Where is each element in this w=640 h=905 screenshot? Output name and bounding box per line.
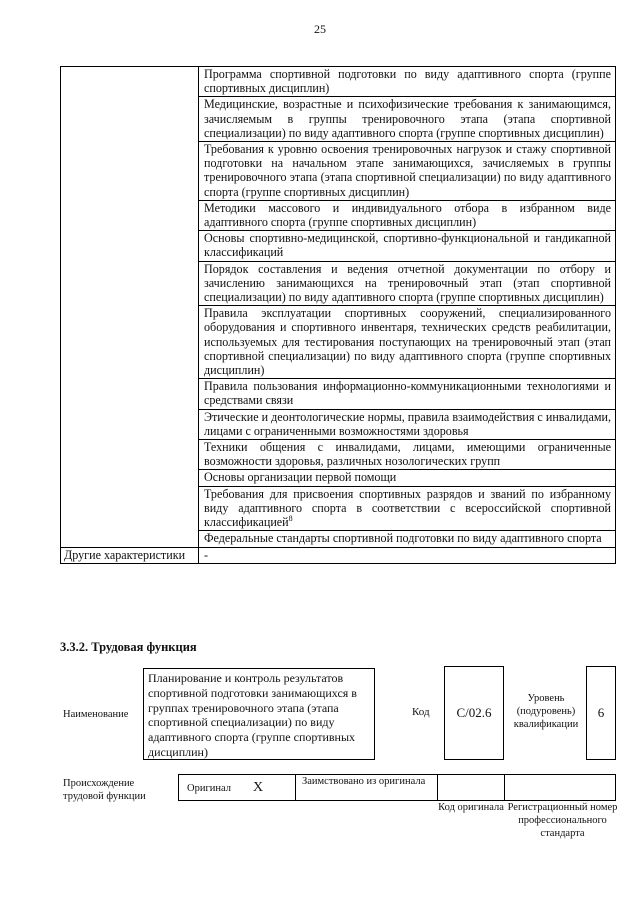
requirement-text: Основы спортивно-медицинской, спортивно-функциональной и гандикапной классификаций [204,231,611,260]
reg-number-cell [504,774,616,801]
requirement-text: Требования для присвоения спортивных разрядов и званий по избранному виду адаптивного спорта в соответствии с всероссийской спортивной классификацией [204,486,611,530]
table-side-cell [61,67,199,548]
borrowed-cell [295,774,438,801]
table-cell [199,97,616,142]
table-row-other [61,547,616,563]
table-cell [199,142,616,201]
original-cell [178,774,296,801]
table-cell [199,486,616,531]
function-name: Планирование и контроль результатов спортивной подготовки занимающихся в группах тренировочного этапа (этапа спортивной специализации) по виду адаптивного спорта (группе спортивных дисциплин) [148,671,357,759]
table-cell [199,470,616,486]
footnote-mark: 8 [288,514,293,524]
table-cell [199,531,616,547]
code-original-cell [437,774,505,801]
origin-label: Происхождение трудовой функции [63,778,146,802]
requirement-text: Программа спортивной подготовки по виду адаптивного спорта (группе спортивных дисциплин) [204,67,611,96]
table-cell [199,231,616,261]
origin-row [178,774,616,801]
level-box [586,666,616,760]
table-cell [199,200,616,230]
code-label: Код [412,706,430,718]
table-cell [199,261,616,306]
reg-number-caption: Регистрационный номер профессионального стандарта [507,802,618,839]
requirement-text: Медицинские, возрастные и психофизические требования к занимающимся, зачисляемым в группы тренировочного этапа (этапа спортивной специализации) по виду адаптивного спорта (группе спортивных дисциплин) [204,97,611,140]
section-title: 3.3.2. Трудовая функция [60,640,197,654]
code-box [444,666,504,760]
requirement-text: Правила пользования информационно-коммуникационными технологиями и средствами связи [204,379,611,408]
table-cell [199,306,616,379]
name-label: Наименование [63,709,129,720]
function-code: С/02.6 [456,705,492,720]
borrowed-label: Заимствовано из оригинала [302,776,426,787]
requirement-text: Методики массового и индивидуального отбора в избранном виде адаптивного спорта (группе спортивных дисциплин) [204,200,611,230]
code-original-caption: Код оригинала [438,802,504,813]
requirement-text: Правила эксплуатации спортивных сооружений, специализированного оборудования и спортивного инвентаря, технических средств реабилитации, используемых для тестирования поступающих на тренировочный этап (этап спортивной специализации) по виду адаптивного спорта (группе спортивных дисциплин) [204,306,611,378]
table-cell [199,409,616,439]
requirement-text: Требования к уровню освоения тренировочных нагрузок и стажу спортивной подготовки на начальном этапе занимающихся, зачисляемых в группы тренировочного этапа (этапа спортивной специализации) по виду адаптивного спорта (группе спортивных дисциплин) [204,142,611,199]
page-number: 25 [314,22,326,36]
requirement-text: Порядок составления и ведения отчетной документации по отбору и зачислению занимающихся на тренировочный этап (этап спортивной специализации) по виду адаптивного спорта (группе спортивных дисциплин) [204,261,611,305]
requirement-text: Федеральные стандарты спортивной подготовки по виду адаптивного спорта [204,531,602,546]
table-cell [199,67,616,97]
requirement-text: Основы организации первой помощи [204,470,397,485]
function-name-box [143,668,375,760]
other-characteristics-label: Другие характеристики [61,547,199,563]
requirement-text: Этические и деонтологические нормы, правила взаимодействия с инвалидами, лицами с ограниченными возможностями здоровья [204,409,611,438]
qualification-level: 6 [597,705,605,720]
table-cell [199,379,616,409]
table-cell [199,440,616,470]
requirements-table [60,66,616,564]
original-label: Оригинал [187,783,231,794]
other-characteristics-value: - [199,547,616,563]
requirement-text: Техники общения с инвалидами, лицами, имеющими ограниченные возможности здоровья, различных нозологических групп [204,440,611,469]
level-label: Уровень (подуровень) квалификации [513,693,579,730]
original-mark: X [253,780,264,795]
table-row [61,67,616,97]
